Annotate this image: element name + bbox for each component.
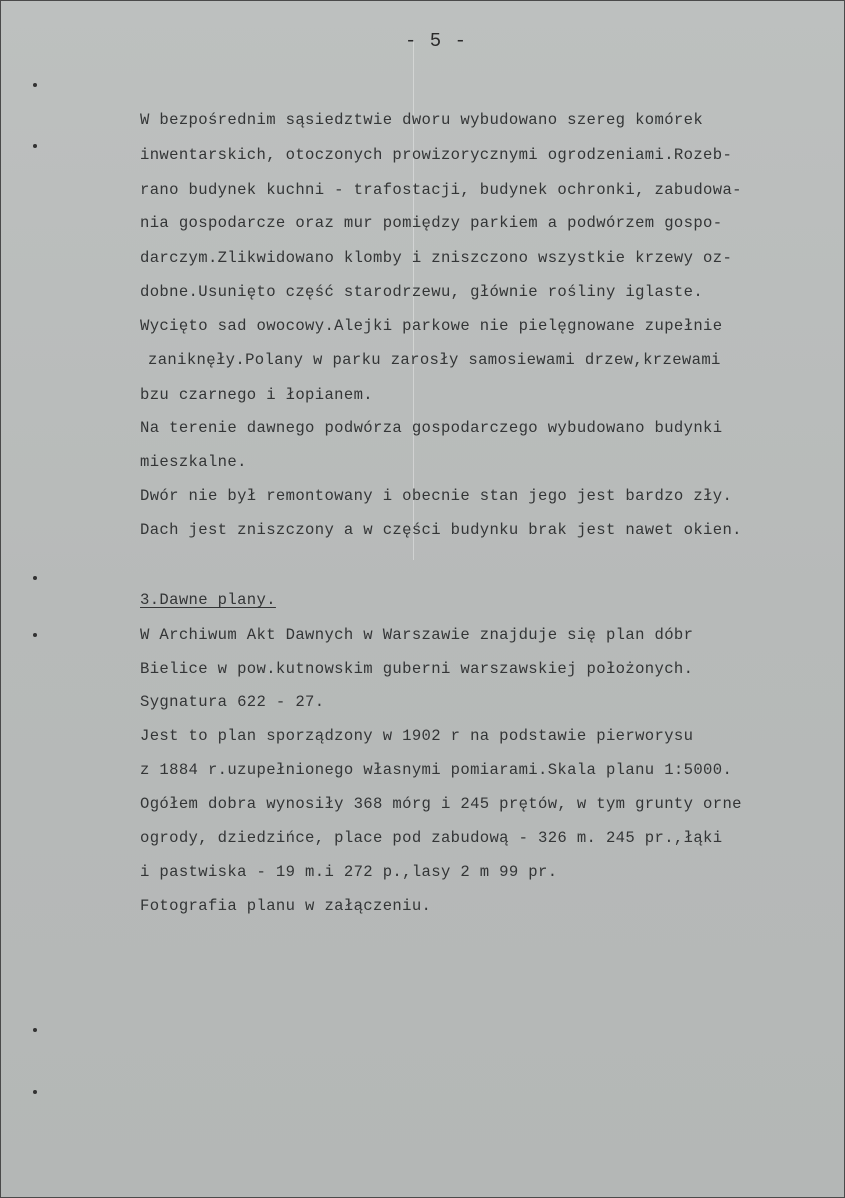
text-line: Na terenie dawnego podwórza gospodarczego wybudowano budynki: [140, 419, 723, 437]
text-line: darczym.Zlikwidowano klomby i zniszczono wszystkie krzewy oz-: [140, 249, 733, 267]
text-line: Wycięto sad owocowy.Alejki parkowe nie pielęgnowane zupełnie: [140, 317, 723, 335]
punch-mark: [33, 1028, 37, 1032]
text-line: nia gospodarcze oraz mur pomiędzy parkiem a podwórzem gospo-: [140, 214, 723, 232]
punch-mark: [33, 144, 37, 148]
punch-mark: [33, 1090, 37, 1094]
text-line: Bielice w pow.kutnowskim guberni warszawskiej położonych.: [140, 660, 694, 678]
text-line: ogrody, dziedzińce, place pod zabudową - 326 m. 245 pr.,łąki: [140, 829, 723, 847]
text-line: rano budynek kuchni - trafostacji, budynek ochronki, zabudowa-: [140, 181, 742, 199]
text-line: z 1884 r.uzupełnionego własnymi pomiarami.Skala planu 1:5000.: [140, 761, 733, 779]
text-line: bzu czarnego i łopianem.: [140, 386, 373, 404]
punch-mark: [33, 633, 37, 637]
text-line: Dach jest zniszczony a w części budynku brak jest nawet okien.: [140, 521, 742, 539]
text-line: Dwór nie był remontowany i obecnie stan jego jest bardzo zły.: [140, 487, 733, 505]
text-line: W bezpośrednim sąsiedztwie dworu wybudowano szereg komórek: [140, 111, 704, 129]
text-line: Ogółem dobra wynosiły 368 mórg i 245 prętów, w tym grunty orne: [140, 795, 742, 813]
page-number: - 5 -: [405, 30, 468, 52]
section-heading: 3.Dawne plany.: [140, 591, 276, 609]
text-line: Fotografia planu w załączeniu.: [140, 897, 432, 915]
text-line: mieszkalne.: [140, 453, 247, 471]
text-line: i pastwiska - 19 m.i 272 p.,lasy 2 m 99 pr.: [140, 863, 558, 881]
text-line: inwentarskich, otoczonych prowizorycznymi ogrodzeniami.Rozeb-: [140, 146, 733, 164]
punch-mark: [33, 576, 37, 580]
text-line: zaniknęły.Polany w parku zarosły samosiewami drzew,krzewami: [148, 351, 721, 369]
text-line: Jest to plan sporządzony w 1902 r na podstawie pierworysu: [140, 727, 694, 745]
punch-mark: [33, 83, 37, 87]
text-line: Sygnatura 622 - 27.: [140, 693, 325, 711]
text-line: W Archiwum Akt Dawnych w Warszawie znajduje się plan dóbr: [140, 626, 694, 644]
text-line: dobne.Usunięto część starodrzewu, głównie rośliny iglaste.: [140, 283, 704, 301]
